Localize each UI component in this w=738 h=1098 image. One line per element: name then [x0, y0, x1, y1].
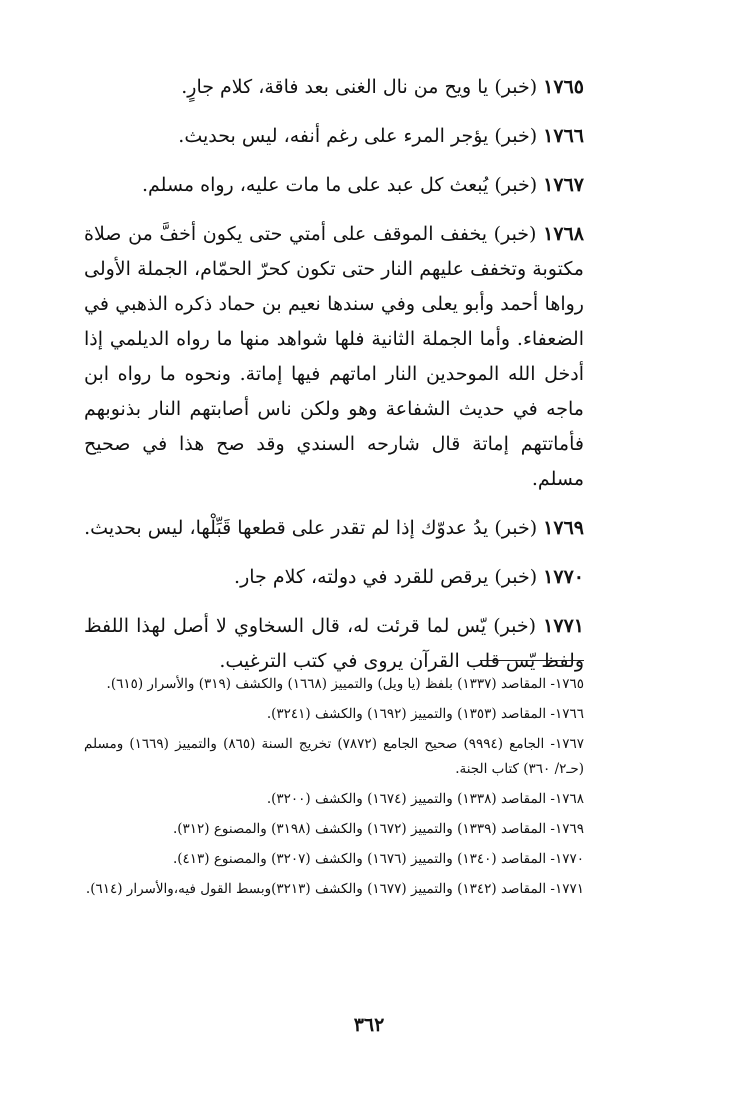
- entry-number: ١٧٦٧: [543, 174, 584, 196]
- entry-1765: [84, 70, 584, 105]
- footnote-1766: ١٧٦٦- المقاصد (١٣٥٣) والتمييز (١٦٩٢) والكشف (٣٢٤١).: [266, 706, 584, 722]
- entry-number: ١٧٧٠: [543, 566, 584, 588]
- footnote-1765: ١٧٦٥- المقاصد (١٣٣٧) بلفظ (يا ويل) والتمييز (١٦٦٨) والكشف (٣١٩) والأسرار (٦١٥).: [106, 676, 584, 692]
- entry-1766: [84, 119, 584, 154]
- footnote-1768: ١٧٦٨- المقاصد (١٣٣٨) والتمييز (١٦٧٤) والكشف (٣٢٠٠).: [266, 791, 584, 807]
- entry-text: (خبر) يؤجر المرء على رغم أنفه، ليس بحديث.: [178, 125, 538, 147]
- entry-number: ١٧٦٨: [543, 223, 584, 245]
- footnotes: [84, 672, 584, 907]
- entry-text: (خبر) يدُ عدوّك إذا لم تقدر على قطعها قَبِّلْها، ليس بحديث.: [84, 517, 538, 539]
- entry-number: ١٧٦٦: [543, 125, 584, 147]
- main-text: [84, 70, 584, 693]
- entry-number: ١٧٧١: [543, 615, 584, 637]
- entry-number: ١٧٦٥: [543, 76, 584, 98]
- entry-text: (خبر) يُبعث كل عبد على ما مات عليه، رواه مسلم.: [142, 174, 538, 196]
- entry-text: (خبر) يا ويح من نال الغنى بعد فاقة، كلام جارٍ.: [181, 76, 538, 98]
- entry-text: (خبر) يّس لما قرئت له، قال السخاوي لا أصل لهذا اللفظ ولفظ يّس قلب القرآن يروى في كتب الترغيب.: [84, 615, 584, 672]
- footnote-1767: ١٧٦٧- الجامع (٩٩٩٤) صحيح الجامع (٧٨٧٢) تخريج السنة (٨٦٥) والتمييز (١٦٦٩) ومسلم (حـ٢/ ٣٦٠) كتاب الجنة.: [84, 736, 584, 777]
- entry-1771: [84, 609, 584, 679]
- entry-text: (خبر) يرقص للقرد في دولته، كلام جار.: [234, 566, 538, 588]
- footnote-1771: ١٧٧١- المقاصد (١٣٤٢) والتمييز (١٦٧٧) والكشف (٣٢١٣)وبسط القول فيه،والأسرار (٦١٤).: [85, 881, 584, 897]
- entry-1770: [84, 560, 584, 595]
- footnote-separator: [480, 660, 584, 661]
- entry-number: ١٧٦٩: [543, 517, 584, 539]
- footnote-1770: ١٧٧٠- المقاصد (١٣٤٠) والتمييز (١٦٧٦) والكشف (٣٢٠٧) والمصنوع (٤١٣).: [172, 851, 584, 867]
- entry-text: (خبر) يخفف الموقف على أمتي حتى يكون أخفَّ من صلاة مكتوبة وتخفف عليهم النار حتى تكون كحرّ الحمّام، الجملة الأولى رواها أحمد وأبو يعلى وفي سندها نعيم بن حماد ذكره الذهبي في الضعفاء. وأما الجملة الثانية فلها شواهد منها ما رواه الديلمي إذا أدخل الله الموحدين النار اماتهم فيها إماتة. ونحوه ما رواه ابن ماجه في حديث الشفاعة وهو ولكن ناس أصابتهم النار بذنوبهم فأماتتهم إماتة قال شارحه السندي وقد صح هذا في صحيح مسلم.: [84, 223, 584, 490]
- footnote-1769: ١٧٦٩- المقاصد (١٣٣٩) والتمييز (١٦٧٢) والكشف (٣١٩٨) والمصنوع (٣١٢).: [172, 821, 584, 837]
- entry-1769: [84, 511, 584, 546]
- entry-1767: [84, 168, 584, 203]
- entry-1768: [84, 217, 584, 497]
- page-number: ٣٦٢: [353, 1014, 385, 1036]
